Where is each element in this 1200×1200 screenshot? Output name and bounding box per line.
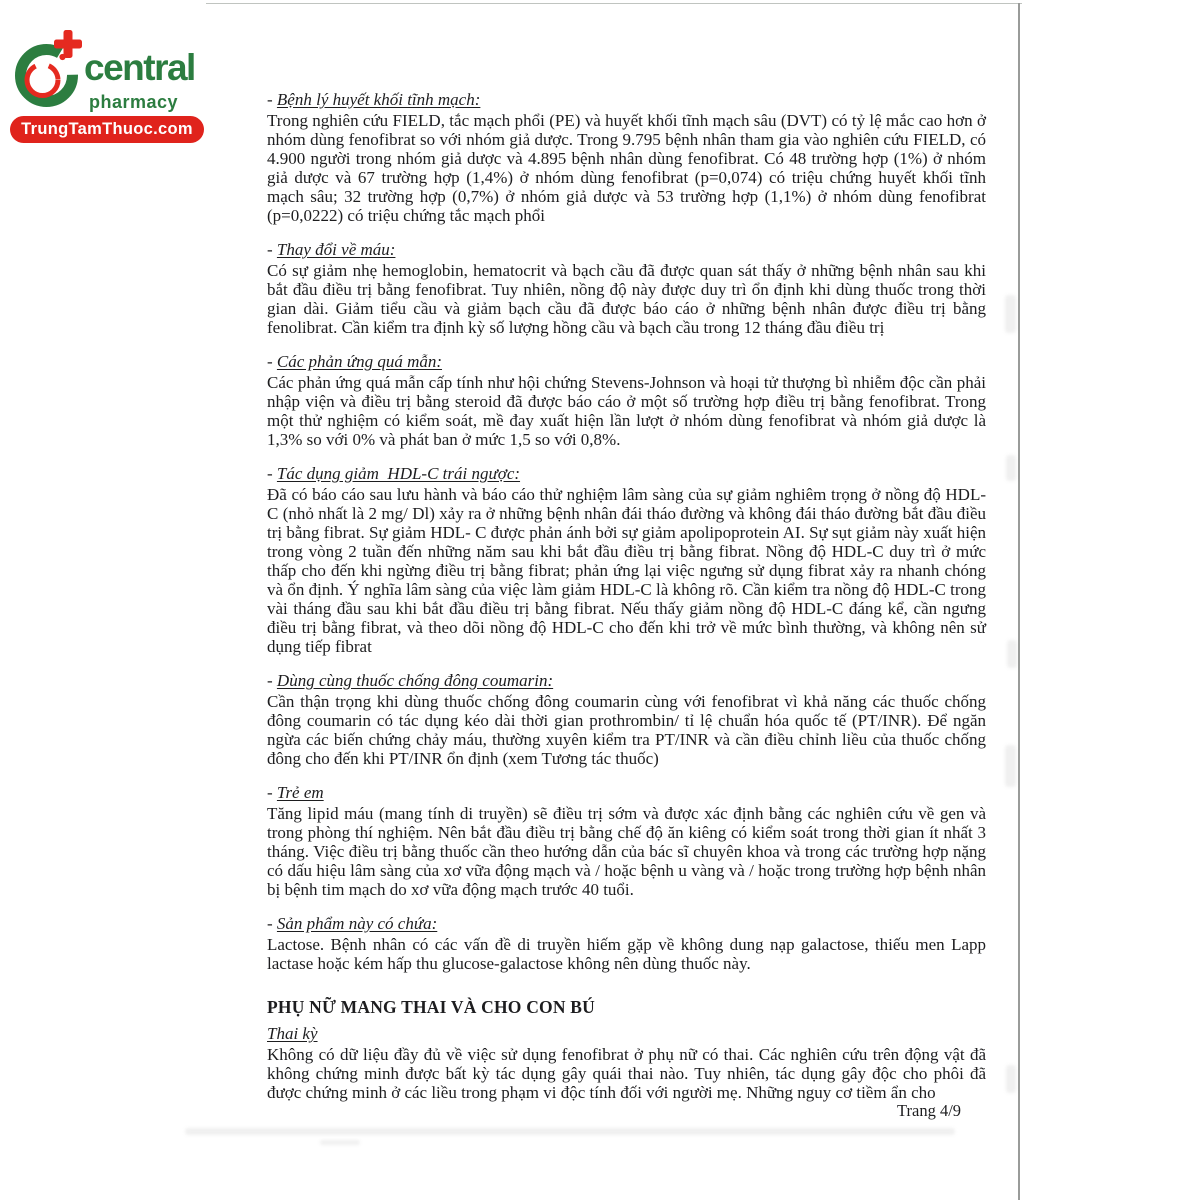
heading-label: Thay đổi về máu: xyxy=(276,240,396,259)
section-hdl-c-paradox xyxy=(267,464,986,656)
heading-label: Trẻ em xyxy=(276,783,324,802)
section-children xyxy=(267,783,986,899)
heading-dash: - xyxy=(267,783,277,802)
section-heading xyxy=(267,464,986,483)
brand-name: central xyxy=(84,47,195,88)
page-right-edge-line xyxy=(1018,3,1020,1200)
section-body: Lactose. Bệnh nhân có các vấn đề di truyền hiếm gặp về không dung nạp galactose, thiếu men Lapp lactase hoặc kém hấp thu glucose-galactose không nên dùng thuốc này. xyxy=(267,935,986,973)
document-content xyxy=(267,90,986,1117)
heading-dash: - xyxy=(267,914,277,933)
heading-dash: - xyxy=(267,671,277,690)
section-body: Đã có báo cáo sau lưu hành và báo cáo thử nghiệm lâm sàng của sự giảm nghiêm trọng ở nồng độ HDL- C (nhỏ nhất là 2 mg/ Dl) xảy ra ở những bệnh nhân đái tháo đường và không đái tháo đường bắt đầu điều trị bằng fibrat. Sự giảm HDL- C được phản ánh bởi sự giảm apolipoprotein AI. Sự sụt giảm này xuất hiện trong vòng 2 tuần đến những năm sau khi bắt đầu điều trị bằng fibrat. Nồng độ HDL-C duy trì ở mức thấp cho đến khi ngừng điều trị bằng fibrat; phản ứng lại việc ngưng sử dụng fibrat xảy ra nhanh chóng và ổn định. Ý nghĩa lâm sàng của việc làm giảm HDL-C là không rõ. Cần kiểm tra nồng độ HDL-C trong vài tháng đầu sau khi bắt đầu điều trị bằng fibrat. Nếu thấy giảm nồng độ HDL-C đáng kể, cần ngưng điều trị bằng fibrat, và theo dõi nồng độ HDL-C cho đến khi trở về mức bình thường, và không nên sử dụng tiếp fibrat xyxy=(267,485,986,656)
heading-dash: - xyxy=(267,240,277,259)
section-contains xyxy=(267,914,986,973)
scan-bleedthrough-mark xyxy=(320,1140,360,1145)
section-pregnancy xyxy=(267,997,986,1102)
section-body: Cần thận trọng khi dùng thuốc chống đông coumarin cùng với fenofibrat vì khả năng các thuốc chống đông coumarin có tác dụng kéo dài thời gian prothrombin/ tỉ lệ chuẩn hóa quốc tế (PT/INR). Để ngăn ngừa các biến chứng chảy máu, thường xuyên kiểm tra PT/INR và cần điều chỉnh liều của thuốc chống đông cho đến khi PT/INR ổn định (xem Tương tác thuốc) xyxy=(267,692,986,768)
section-heading xyxy=(267,352,986,371)
section-body: Không có dữ liệu đầy đủ về việc sử dụng fenofibrat ở phụ nữ có thai. Các nghiên cứu trên động vật đã không chứng minh được bất kỳ tác dụng gây quái thai nào. Tuy nhiên, tác dụng gây độc cho phôi đã được chứng minh ở các liều trong phạm vi độc tính đối với người mẹ. Những nguy cơ tiềm ẩn cho xyxy=(267,1045,986,1102)
scan-smudge xyxy=(1006,455,1016,481)
section-hypersensitivity xyxy=(267,352,986,449)
scan-smudge xyxy=(1006,1065,1016,1093)
subsection-heading xyxy=(267,1024,986,1043)
heading-dash: - xyxy=(267,464,277,483)
section-heading xyxy=(267,914,986,933)
page-top-edge-line xyxy=(206,3,1022,4)
brand-logo xyxy=(12,28,222,153)
scan-smudge xyxy=(1005,295,1016,333)
scan-smudge xyxy=(1005,745,1016,787)
logo-mark-icon xyxy=(12,28,88,114)
section-body: Có sự giảm nhẹ hemoglobin, hematocrit và bạch cầu đã được quan sát thấy ở những bệnh nhân sau khi bắt đầu điều trị bằng fenofibrat. Tuy nhiên, nồng độ này được duy trì ổn định khi dùng thuốc trong thời gian dài. Giảm tiểu cầu và giảm bạch cầu đã được báo cáo ở những bệnh nhân được điều trị bằng fenolibrat. Cần kiểm tra định kỳ số lượng hồng cầu và bạch cầu trong 12 tháng đầu điều trị xyxy=(267,261,986,337)
scan-smudge xyxy=(1007,640,1017,668)
section-heading xyxy=(267,240,986,259)
section-body: Tăng lipid máu (mang tính di truyền) sẽ điều trị sớm và được xác định bằng các nghiên cứu về gen và trong phòng thí nghiệm. Nên bắt đầu điều trị bằng chế độ ăn kiêng có kiểm soát trong thời gian ít nhất 3 tháng. Việc điều trị bằng thuốc cần theo hướng dẫn của bác sĩ chuyên khoa và trong các trường hợp nặng có dấu hiệu lâm sàng của xơ vữa động mạch và / hoặc bệnh u vàng và / hoặc trong trường hợp bệnh nhân bị bệnh tim mạch do xơ vữa động mạch trước 40 tuổi. xyxy=(267,804,986,899)
subsection-label: Thai kỳ xyxy=(267,1024,318,1043)
heading-dash: - xyxy=(267,90,277,109)
heading-label: Tác dụng giảm HDL-C trái ngược: xyxy=(276,464,521,483)
section-coumarin xyxy=(267,671,986,768)
brand-subtitle: pharmacy xyxy=(89,92,179,112)
section-heading xyxy=(267,783,986,802)
section-heading xyxy=(267,90,986,109)
page-number: Trang 4/9 xyxy=(897,1101,962,1120)
heading-label: Dùng cùng thuốc chống đông coumarin: xyxy=(276,671,554,690)
scan-bleedthrough-band xyxy=(185,1128,955,1135)
heading-label: Sản phẩm này có chứa: xyxy=(276,914,438,933)
heading-label: Các phản ứng quá mẫn: xyxy=(276,352,443,371)
heading-dash: - xyxy=(267,352,277,371)
brand-badge: TrungTamThuoc.com xyxy=(10,116,204,143)
section-heading xyxy=(267,671,986,690)
section-body: Các phản ứng quá mẫn cấp tính như hội chứng Stevens-Johnson và hoại tử thượng bì nhiễm độc cần phải nhập viện và điều trị bằng steroid đã được báo cáo ở một số trường hợp điều trị bằng fenofibrat. Trong một thử nghiệm có kiểm soát, mề đay xuất hiện lần lượt ở nhóm dùng fenofibrat và nhóm giả dược là 1,3% so với 0% và phát ban ở mức 1,5 so với 0,8%. xyxy=(267,373,986,449)
main-section-title: PHỤ NỮ MANG THAI VÀ CHO CON BÚ xyxy=(267,997,595,1017)
section-blood-changes xyxy=(267,240,986,337)
section-venous-thrombosis xyxy=(267,90,986,225)
section-body: Trong nghiên cứu FIELD, tắc mạch phổi (PE) và huyết khối tĩnh mạch sâu (DVT) có tỷ lệ mắc cao hơn ở nhóm dùng fenofibrat so với nhóm giả dược. Trong 9.795 bệnh nhân tham gia vào nghiên cứu FIELD, có 4.900 người trong nhóm giả dược và 4.895 bệnh nhân dùng fenofibrat. Có 48 trường hợp (1%) ở nhóm giả dược và 67 trường hợp (1,4%) ở nhóm dùng fenofibrat (p=0,074) có triệu chứng huyết khối tĩnh mạch sâu; 32 trường hợp (0,7%) ở nhóm giả dược và 53 trường hợp (1,1%) ở nhóm dùng fenofibrat (p=0,0222) có triệu chứng tắc mạch phổi xyxy=(267,111,986,225)
heading-label: Bệnh lý huyết khối tĩnh mạch: xyxy=(276,90,481,109)
